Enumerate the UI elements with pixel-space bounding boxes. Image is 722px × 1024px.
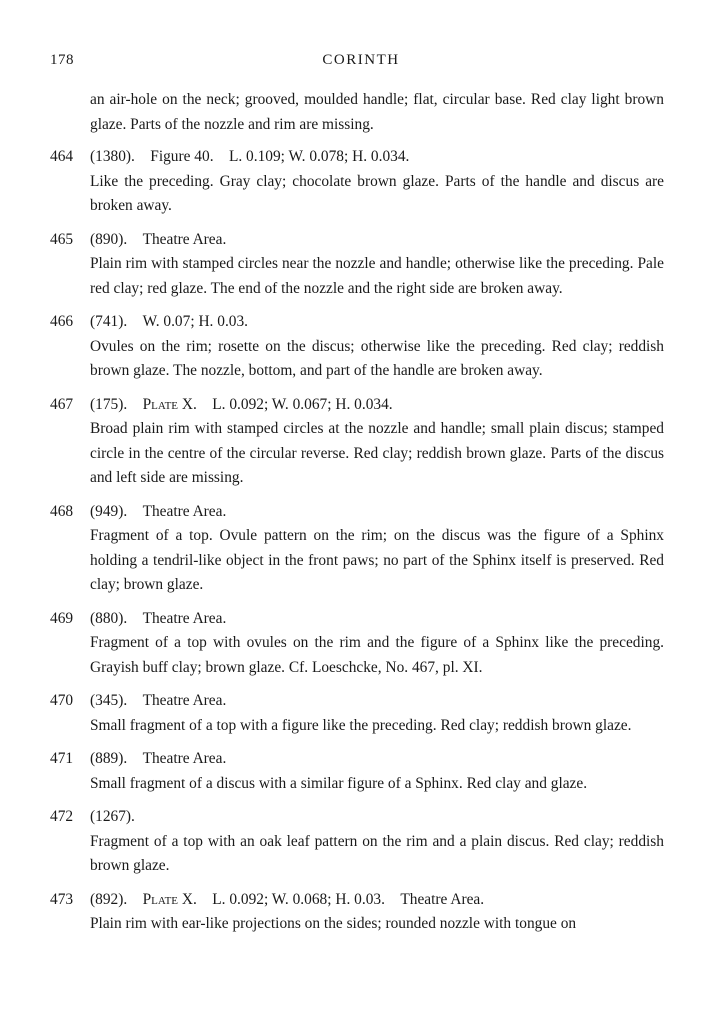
entry-number: 473 bbox=[50, 890, 74, 908]
entry-number: 471 bbox=[50, 750, 74, 767]
continuation-paragraph: an air-hole on the neck; grooved, moulded handle; flat, circular base. Red clay light brown glaze. Parts of the nozzle and rim are missing. bbox=[90, 91, 664, 133]
page-number: 178 bbox=[50, 52, 74, 68]
entry-header bbox=[50, 689, 664, 714]
entry-number: 467 bbox=[50, 395, 74, 413]
dimensions: W. 0.07; H. 0.03. bbox=[142, 313, 249, 330]
entry-description: Broad plain rim with stamped circles at the nozzle and handle; small plain discus; stamped circle in the centre of the circular reverse. Red clay; reddish brown glaze. Parts of the discus and left side are missing. bbox=[90, 420, 664, 486]
entry-number: 470 bbox=[50, 692, 74, 709]
catalogue-entry bbox=[50, 689, 664, 738]
entry-description: Ovules on the rim; rosette on the discus; otherwise like the preceding. Red clay; reddish brown glaze. The nozzle, bottom, and part of the handle are broken away. bbox=[90, 337, 664, 379]
dimensions: L. 0.092; W. 0.068; H. 0.03. bbox=[212, 890, 385, 908]
find-spot: Theatre Area. bbox=[142, 692, 227, 709]
inventory-ref: (345). bbox=[90, 692, 128, 709]
dimensions: L. 0.109; W. 0.078; H. 0.034. bbox=[228, 148, 410, 165]
entry-header bbox=[50, 500, 664, 525]
entry-list bbox=[50, 145, 664, 937]
entry-description: Small fragment of a discus with a similar figure of a Sphinx. Red clay and glaze. bbox=[90, 774, 588, 792]
catalogue-entry bbox=[50, 805, 664, 879]
inventory-ref: (890). bbox=[90, 230, 128, 248]
plate-ref: Plate X. bbox=[142, 890, 197, 908]
entry-number: 468 bbox=[50, 502, 74, 520]
inventory-ref: (949). bbox=[90, 502, 128, 520]
plate-ref: Plate X. bbox=[142, 395, 197, 413]
figure-ref: Figure 40. bbox=[150, 148, 214, 165]
catalogue-entry bbox=[50, 145, 664, 219]
running-title: CORINTH bbox=[322, 52, 400, 68]
entry-number: 472 bbox=[50, 808, 74, 825]
inventory-ref: (892). bbox=[90, 890, 128, 908]
inventory-ref: (175). bbox=[90, 395, 128, 413]
entry-header bbox=[50, 393, 664, 418]
page-header bbox=[0, 52, 722, 74]
inventory-ref: (889). bbox=[90, 750, 128, 767]
inventory-ref: (1380). bbox=[90, 148, 135, 165]
entry-header bbox=[50, 310, 664, 335]
inventory-ref: (1267). bbox=[90, 808, 135, 825]
catalogue-entry bbox=[50, 500, 664, 598]
catalogue-entry bbox=[50, 228, 664, 302]
find-spot: Theatre Area. bbox=[400, 890, 485, 908]
entry-number: 466 bbox=[50, 313, 74, 330]
entry-header bbox=[50, 888, 664, 913]
entry-description: Plain rim with ear-like projections on the sides; rounded nozzle with tongue on bbox=[90, 915, 577, 932]
catalogue-text bbox=[50, 88, 664, 946]
entry-description: Small fragment of a top with a figure like the preceding. Red clay; reddish brown glaze. bbox=[90, 716, 632, 734]
entry-description: Fragment of a top with ovules on the rim and the figure of a Sphinx like the preceding. Grayish buff clay; brown glaze. Cf. Loeschcke, No. 467, pl. XI. bbox=[90, 634, 664, 676]
entry-description: Fragment of a top with an oak leaf pattern on the rim and a plain discus. Red clay; reddish brown glaze. bbox=[90, 832, 664, 874]
entry-number: 464 bbox=[50, 148, 74, 165]
dimensions: L. 0.092; W. 0.067; H. 0.034. bbox=[212, 395, 393, 413]
find-spot: Theatre Area. bbox=[142, 502, 227, 520]
catalogue-entry bbox=[50, 310, 664, 384]
find-spot: Theatre Area. bbox=[142, 750, 227, 767]
entry-description: Like the preceding. Gray clay; chocolate brown glaze. Parts of the handle and discus are broken away. bbox=[90, 172, 664, 214]
entry-header bbox=[50, 145, 664, 170]
catalogue-entry bbox=[50, 888, 664, 937]
entry-header bbox=[50, 607, 664, 632]
find-spot: Theatre Area. bbox=[142, 230, 227, 248]
entry-header bbox=[50, 228, 664, 253]
entry-header bbox=[50, 747, 664, 772]
entry-description: Fragment of a top. Ovule pattern on the rim; on the discus was the figure of a Sphinx holding a tendril-like object in the front paws; no part of the Sphinx itself is preserved. Red clay; brown glaze. bbox=[90, 527, 664, 593]
entry-number: 469 bbox=[50, 609, 74, 627]
find-spot: Theatre Area. bbox=[142, 609, 227, 627]
entry-header bbox=[50, 805, 664, 830]
inventory-ref: (880). bbox=[90, 609, 128, 627]
catalogue-entry bbox=[50, 607, 664, 681]
inventory-ref: (741). bbox=[90, 313, 128, 330]
catalogue-entry bbox=[50, 393, 664, 491]
catalogue-entry bbox=[50, 747, 664, 796]
entry-number: 465 bbox=[50, 230, 74, 248]
entry-description: Plain rim with stamped circles near the nozzle and handle; otherwise like the preceding. Pale red clay; red glaze. The end of the nozzle and the right side are broken away. bbox=[90, 255, 664, 297]
